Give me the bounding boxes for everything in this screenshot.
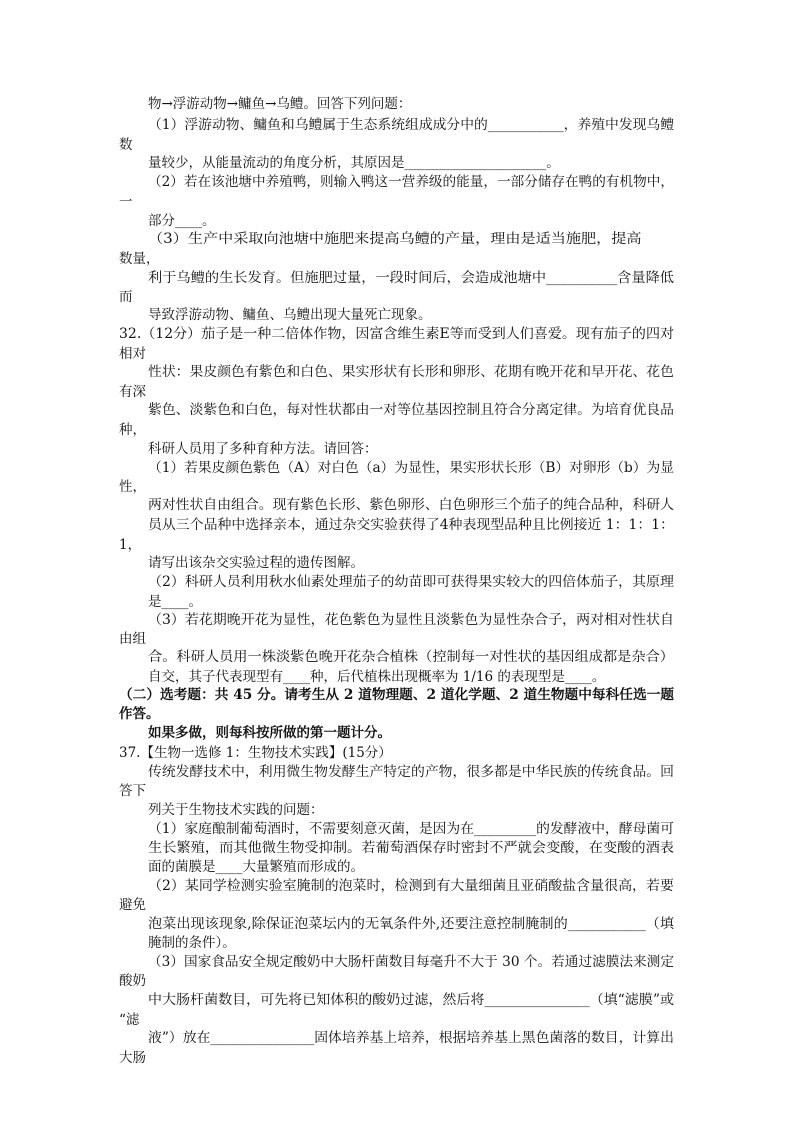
text-line: 液”）放在_______________固体培养基上培养，根据培养基上黑色菌落的数目，计算出 — [148, 1030, 674, 1046]
text-line: 酸奶 — [119, 973, 146, 989]
text-line: 是____。 — [148, 594, 202, 610]
text-line: 性状：果皮颜色有紫色和白色、果实形状有长形和卵形、花期有晚开花和早开花、花色 — [148, 364, 674, 380]
text-line: 请写出该杂交实验过程的遗传图解。 — [148, 555, 364, 571]
text-line: （1）家庭酿制葡萄酒时，不需要刻意灭菌，是因为在_________的发酵液中，酵母菌可 — [148, 821, 675, 837]
text-line: 作答。 — [119, 706, 160, 722]
text-line: 部分____。 — [148, 213, 216, 229]
text-line: 一 — [119, 194, 133, 210]
text-line: 物→浮游动物→鳙鱼→乌鳢。回答下列问题： — [148, 96, 412, 112]
text-line: 导致浮游动物、鳙鱼、乌鳢出现大量死亡现象。 — [148, 307, 432, 323]
text-line: 有深 — [119, 384, 146, 400]
text-line: 泡菜出现该现象,除保证泡菜坛内的无氧条件外,还要注意控制腌制的___________（填 — [148, 916, 675, 932]
text-line: 种， — [119, 422, 146, 438]
text-line: 员从三个品种中选择亲本，通过杂交实验获得了4种表现型品种且比例接近 1：1：1： — [148, 517, 674, 533]
text-line: 量较少，从能量流动的角度分析，其原因是_____________________。 — [148, 155, 560, 171]
text-line: 大肠 — [119, 1050, 146, 1066]
text-line: 利于乌鳢的生长发育。但施肥过量，一段时间后，会造成池塘中__________含量降低 — [148, 270, 675, 286]
text-line: 而 — [119, 289, 133, 305]
text-line: 紫色、淡紫色和白色，每对性状都由一对等位基因控制且符合分离定律。为培育优良品 — [148, 402, 674, 418]
text-line: （3）国家食品安全规定酸奶中大肠杆菌数目每毫升不大于 30 个。若通过滤膜法来测定 — [148, 954, 674, 970]
text-line: （二）选考题：共 45 分。请考生从 2 道物理题、2 道化学题、2 道生物题中每科任选一题 — [119, 687, 675, 703]
text-line: 自交，其子代表现型有____种，后代植株出现概率为 1/16 的表现型是____。 — [148, 669, 606, 685]
text-line: 传统发酵技术中，利用微生物发酵生产特定的产物，很多都是中华民族的传统食品。回 — [148, 764, 674, 780]
text-line: 科研人员用了多种育种方法。请回答： — [148, 441, 378, 457]
text-line: （2）科研人员利用秋水仙素处理茄子的幼苗即可获得果实较大的四倍体茄子，其原理 — [148, 574, 674, 590]
text-line: 避免 — [119, 897, 146, 913]
text-line: （3）若花期晚开花为显性，花色紫色为显性且淡紫色为显性杂合子，两对相对性状自 — [148, 612, 674, 628]
text-line: 如果多做，则每科按所做的第一题计分。 — [148, 725, 391, 741]
text-line: 腌制的条件）。 — [148, 935, 236, 951]
text-line: 1， — [119, 537, 142, 553]
text-line: “滤 — [119, 1012, 140, 1028]
text-line: （1）若果皮颜色紫色（A）对白色（a）为显性，果实形状长形（B）对卵形（b）为显 — [148, 460, 674, 476]
text-line: （1）浮游动物、鳙鱼和乌鳢属于生态系统组成成分中的___________，养殖中发现乌鳢 — [148, 117, 675, 133]
text-line: 列关于生物技术实践的问题： — [148, 802, 324, 818]
text-line: （3）生产中采取向池塘中施肥来提高乌鳢的产量，理由是适当施肥，提高 — [148, 231, 642, 247]
text-line: （2）若在该池塘中养殖鸭，则输入鸭这一营养级的能量，一部分储存在鸭的有机物中， — [148, 174, 674, 190]
text-line: 合。科研人员用一株淡紫色晚开花杂合植株（控制每一对性状的基因组成都是杂合） — [148, 649, 675, 665]
text-line: 性， — [119, 479, 146, 495]
text-line: 37.【生物一选修 1：生物技术实践】(15分） — [119, 745, 392, 761]
text-line: 由组 — [119, 631, 146, 647]
text-line: 答下 — [119, 783, 146, 799]
text-line: 中大肠杆菌数目，可先将已知体积的酸奶过滤，然后将_______________（填“滤膜”或 — [148, 992, 675, 1008]
text-line: 数 — [119, 137, 133, 153]
text-line: 生长繁殖，而其他微生物受抑制。若葡萄酒保存时密封不严就会变酸，在变酸的酒表 — [148, 840, 675, 856]
text-line: （2）某同学检测实验室腌制的泡菜时，检测到有大量细菌且亚硝酸盐含量很高，若要 — [148, 878, 674, 894]
text-line: 面的菌膜是____大量繁殖而形成的。 — [148, 859, 364, 875]
text-line: 相对 — [119, 346, 146, 362]
text-line: 数量， — [119, 251, 160, 267]
text-line: 32.（12分）茄子是一种二倍体作物，因富含维生素E等而受到人们喜爱。现有茄子的四对 — [119, 326, 674, 342]
text-line: 两对性状自由组合。现有紫色长形、紫色卵形、白色卵形三个茄子的纯合品种，科研人 — [148, 497, 674, 513]
